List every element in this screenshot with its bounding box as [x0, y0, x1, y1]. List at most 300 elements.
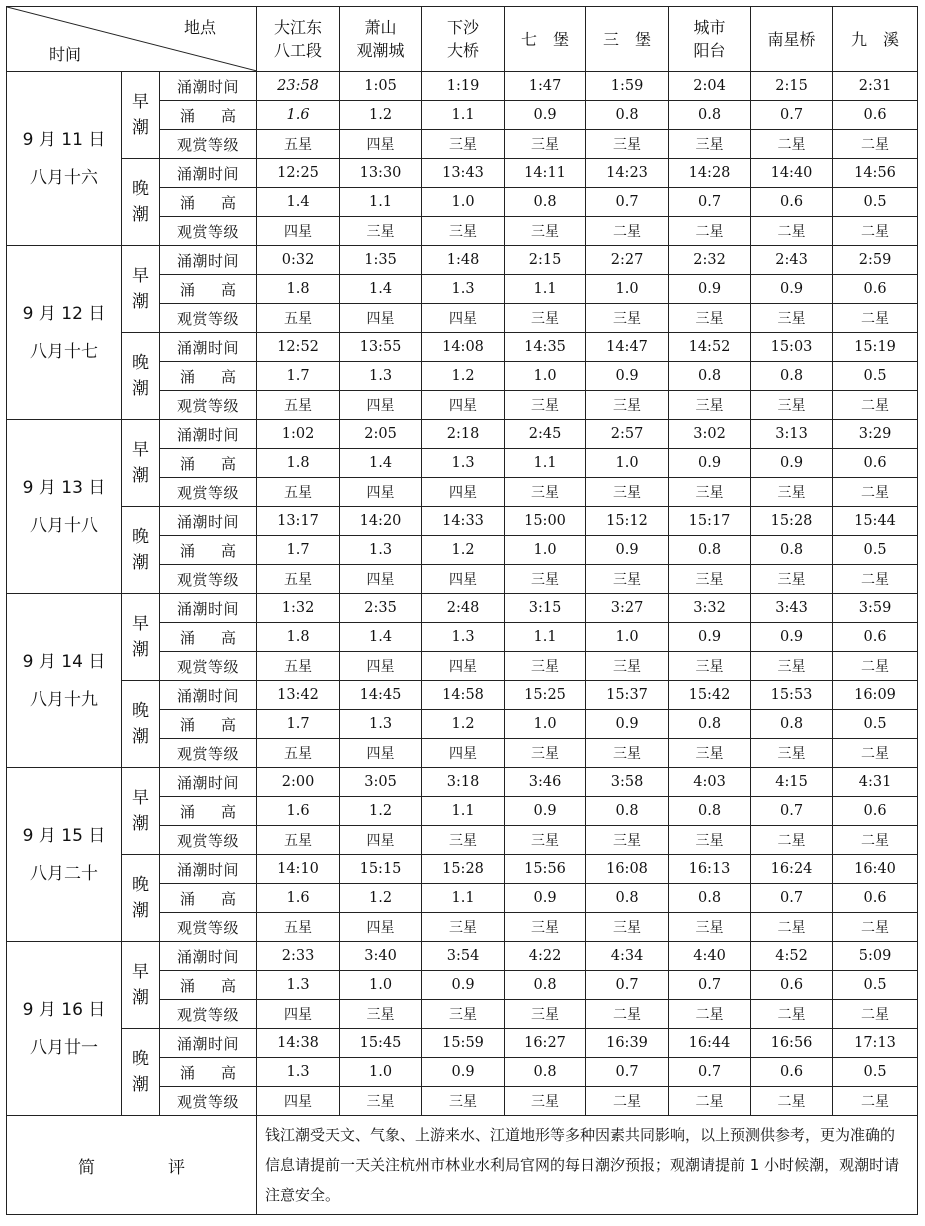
viewing-grade-cell: 三星: [505, 1087, 586, 1116]
viewing-grade-cell: 二星: [833, 304, 918, 333]
tide-time-cell: 13:43: [422, 159, 505, 188]
tide-height-cell: 1.6: [257, 884, 340, 913]
height-label-b: 高: [220, 193, 236, 212]
tide-height-cell: 1.0: [505, 710, 586, 739]
tide-time-cell: 1:05: [340, 72, 422, 101]
height-label-cell: [160, 623, 257, 652]
tide-time-cell: 16:27: [505, 1029, 586, 1058]
evening-tide-label-cell: [122, 681, 160, 768]
evening-tide-label-cell: [122, 333, 160, 420]
viewing-grade-cell: 三星: [340, 217, 422, 246]
tide-time-cell: 15:37: [586, 681, 669, 710]
header-row: [7, 7, 918, 72]
tide-height-cell: 0.8: [505, 1058, 586, 1087]
height-label-a: 涌: [180, 541, 196, 560]
viewing-grade-cell: 二星: [669, 217, 751, 246]
viewing-grade-cell: 五星: [257, 478, 340, 507]
viewing-grade-cell: 二星: [833, 1000, 918, 1029]
tide-height-cell: 0.9: [586, 536, 669, 565]
evening-tide-label-cell: [122, 507, 160, 594]
remarks-row: [7, 1116, 918, 1215]
viewing-grade-cell: 三星: [751, 739, 833, 768]
tide-height-cell: 1.1: [422, 884, 505, 913]
table-row: [7, 855, 918, 884]
viewing-grade-cell: 二星: [833, 826, 918, 855]
viewing-grade-cell: 四星: [422, 478, 505, 507]
table-row: [7, 420, 918, 449]
tide-height-cell: 0.9: [751, 623, 833, 652]
location-name: [422, 16, 504, 62]
date-cell: [7, 942, 122, 1116]
tide-height-cell: 1.2: [422, 362, 505, 391]
morning-tide-label-cell: [122, 768, 160, 855]
viewing-grade-cell: 三星: [505, 565, 586, 594]
viewing-grade-cell: 五星: [257, 913, 340, 942]
location-name: [340, 16, 421, 62]
location-name: [669, 16, 750, 62]
tide-time-cell: 14:28: [669, 159, 751, 188]
tide-time-cell: 1:48: [422, 246, 505, 275]
tide-time-cell: 4:03: [669, 768, 751, 797]
location-name-line: 萧山: [364, 18, 397, 37]
tide-time-cell: 2:05: [340, 420, 422, 449]
height-label-cell: [160, 1058, 257, 1087]
evening-tide-label-cell: [122, 1029, 160, 1116]
tide-time-cell: 4:40: [669, 942, 751, 971]
tide-height-cell: 1.8: [257, 275, 340, 304]
viewing-grade-cell: 三星: [505, 391, 586, 420]
tide-height-cell: 1.0: [505, 536, 586, 565]
time-label-cell: 涌潮时间: [160, 333, 257, 362]
date-label: 9 月 12 日: [22, 303, 106, 324]
tide-height-cell: 0.7: [751, 797, 833, 826]
tide-height-cell: 0.8: [669, 362, 751, 391]
tide-time-cell: 3:27: [586, 594, 669, 623]
tide-time-cell: 2:31: [833, 72, 918, 101]
tide-height-cell: 0.8: [669, 797, 751, 826]
viewing-grade-cell: 三星: [751, 565, 833, 594]
viewing-grade-cell: 二星: [669, 1000, 751, 1029]
tide-height-cell: 0.8: [669, 101, 751, 130]
tide-time-cell: 2:35: [340, 594, 422, 623]
time-label-cell: 涌潮时间: [160, 942, 257, 971]
tide-time-cell: 3:29: [833, 420, 918, 449]
time-label-cell: 涌潮时间: [160, 420, 257, 449]
height-label-a: 涌: [180, 193, 196, 212]
viewing-grade-cell: 二星: [751, 1087, 833, 1116]
location-header-cell: [505, 7, 586, 72]
tide-height-cell: 1.2: [340, 797, 422, 826]
tide-time-cell: 14:10: [257, 855, 340, 884]
tide-time-cell: 2:04: [669, 72, 751, 101]
location-name-line: 阳台: [693, 41, 726, 60]
tide-time-cell: 15:17: [669, 507, 751, 536]
tide-height-cell: 0.8: [505, 971, 586, 1000]
tide-time-cell: 3:05: [340, 768, 422, 797]
tide-time-cell: 16:09: [833, 681, 918, 710]
tide-time-cell: 14:52: [669, 333, 751, 362]
tide-height-cell: 1.1: [505, 623, 586, 652]
table-row: [7, 507, 918, 536]
tide-time-cell: 14:47: [586, 333, 669, 362]
morning-tide-label-cell: [122, 594, 160, 681]
tide-height-cell: 0.8: [669, 884, 751, 913]
location-name-line: 九 溪: [851, 29, 900, 49]
height-label-a: 涌: [180, 367, 196, 386]
viewing-grade-cell: 二星: [833, 739, 918, 768]
table-row: [7, 72, 918, 101]
location-name-line: 大桥: [447, 41, 480, 60]
tide-time-cell: 12:52: [257, 333, 340, 362]
tide-time-cell: 15:59: [422, 1029, 505, 1058]
tide-height-cell: 1.3: [422, 623, 505, 652]
viewing-grade-cell: 四星: [340, 739, 422, 768]
viewing-grade-cell: 四星: [257, 1000, 340, 1029]
tide-height-cell: 0.7: [586, 188, 669, 217]
date-cell: [7, 768, 122, 942]
table-row: [7, 768, 918, 797]
height-label-b: 高: [220, 715, 236, 734]
height-label-a: 涌: [180, 628, 196, 647]
table-row: [7, 333, 918, 362]
morning-tide-label-cell: [122, 942, 160, 1029]
tide-height-cell: 0.9: [505, 884, 586, 913]
viewing-grade-cell: 三星: [422, 130, 505, 159]
tide-height-cell: 0.8: [505, 188, 586, 217]
tide-time-cell: 3:46: [505, 768, 586, 797]
height-label-cell: [160, 275, 257, 304]
tide-label-char: 早: [132, 266, 149, 286]
viewing-grade-cell: 四星: [340, 652, 422, 681]
grade-label-cell: 观赏等级: [160, 652, 257, 681]
viewing-grade-cell: 二星: [586, 1087, 669, 1116]
tide-height-cell: 0.8: [586, 797, 669, 826]
tide-time-cell: 2:00: [257, 768, 340, 797]
viewing-grade-cell: 四星: [340, 826, 422, 855]
tide-height-cell: 1.3: [422, 275, 505, 304]
tide-height-cell: 0.6: [833, 884, 918, 913]
height-label-b: 高: [220, 802, 236, 821]
viewing-grade-cell: 四星: [257, 1087, 340, 1116]
table-row: [7, 1029, 918, 1058]
tide-time-cell: 1:47: [505, 72, 586, 101]
tide-time-cell: 14:58: [422, 681, 505, 710]
header-corner-cell: [7, 7, 257, 72]
grade-label-cell: 观赏等级: [160, 739, 257, 768]
tide-time-cell: 0:32: [257, 246, 340, 275]
height-label-cell: [160, 101, 257, 130]
tide-height-cell: 1.2: [340, 101, 422, 130]
tide-height-cell: 1.6: [257, 797, 340, 826]
time-label-cell: 涌潮时间: [160, 768, 257, 797]
grade-label-cell: 观赏等级: [160, 217, 257, 246]
tide-label-char: 潮: [132, 988, 149, 1008]
tide-time-cell: 2:59: [833, 246, 918, 275]
tide-height-cell: 0.9: [422, 1058, 505, 1087]
tide-height-cell: 0.9: [669, 449, 751, 478]
viewing-grade-cell: 三星: [422, 826, 505, 855]
tide-label-char: 潮: [132, 118, 149, 138]
viewing-grade-cell: 二星: [586, 1000, 669, 1029]
tide-label-char: 潮: [132, 814, 149, 834]
height-label-b: 高: [220, 1063, 236, 1082]
viewing-grade-cell: 四星: [340, 391, 422, 420]
tide-height-cell: 1.3: [340, 362, 422, 391]
remarks-label-a: 简: [78, 1157, 95, 1178]
height-label-b: 高: [220, 454, 236, 473]
lunar-date-label: 八月十八: [30, 515, 98, 536]
tide-height-cell: 0.8: [751, 710, 833, 739]
tide-time-cell: 15:12: [586, 507, 669, 536]
tide-time-cell: 4:22: [505, 942, 586, 971]
viewing-grade-cell: 三星: [751, 478, 833, 507]
tide-height-cell: 1.1: [422, 797, 505, 826]
tide-time-cell: 15:19: [833, 333, 918, 362]
viewing-grade-cell: 二星: [586, 217, 669, 246]
tide-height-cell: 1.7: [257, 710, 340, 739]
tide-time-cell: 2:32: [669, 246, 751, 275]
time-label-cell: 涌潮时间: [160, 594, 257, 623]
tide-height-cell: 0.7: [751, 884, 833, 913]
tide-time-cell: 3:02: [669, 420, 751, 449]
viewing-grade-cell: 二星: [833, 913, 918, 942]
viewing-grade-cell: 三星: [340, 1000, 422, 1029]
viewing-grade-cell: 二星: [751, 913, 833, 942]
height-label-cell: [160, 797, 257, 826]
tide-time-cell: 4:34: [586, 942, 669, 971]
tide-height-cell: 0.8: [586, 884, 669, 913]
viewing-grade-cell: 三星: [505, 913, 586, 942]
location-name-line: 大江东: [274, 18, 323, 37]
grade-label-cell: 观赏等级: [160, 1000, 257, 1029]
tide-time-cell: 4:52: [751, 942, 833, 971]
tide-label-char: 晚: [132, 1049, 149, 1069]
tide-time-cell: 16:56: [751, 1029, 833, 1058]
tide-height-cell: 0.7: [669, 188, 751, 217]
location-header-cell: [340, 7, 422, 72]
tide-time-cell: 16:40: [833, 855, 918, 884]
viewing-grade-cell: 三星: [669, 826, 751, 855]
morning-tide-label-cell: [122, 72, 160, 159]
tide-time-cell: 13:55: [340, 333, 422, 362]
tide-label-char: 潮: [132, 640, 149, 660]
tide-time-cell: 3:58: [586, 768, 669, 797]
viewing-grade-cell: 三星: [505, 652, 586, 681]
tide-time-cell: 16:39: [586, 1029, 669, 1058]
height-label-cell: [160, 971, 257, 1000]
viewing-grade-cell: 五星: [257, 130, 340, 159]
date-cell: [7, 72, 122, 246]
height-label-a: 涌: [180, 889, 196, 908]
grade-label-cell: 观赏等级: [160, 1087, 257, 1116]
height-label-a: 涌: [180, 1063, 196, 1082]
viewing-grade-cell: 三星: [669, 913, 751, 942]
tide-time-cell: 15:00: [505, 507, 586, 536]
tide-time-cell: 2:45: [505, 420, 586, 449]
tide-label-char: 早: [132, 440, 149, 460]
tide-label-char: 早: [132, 614, 149, 634]
viewing-grade-cell: 三星: [669, 565, 751, 594]
tide-time-cell: 15:25: [505, 681, 586, 710]
tide-time-cell: 14:40: [751, 159, 833, 188]
viewing-grade-cell: 二星: [751, 130, 833, 159]
time-label-cell: 涌潮时间: [160, 681, 257, 710]
tide-time-cell: 17:13: [833, 1029, 918, 1058]
tide-time-cell: 14:45: [340, 681, 422, 710]
viewing-grade-cell: 二星: [669, 1087, 751, 1116]
remarks-label-b: 评: [168, 1157, 185, 1178]
tide-height-cell: 0.8: [669, 536, 751, 565]
viewing-grade-cell: 三星: [586, 304, 669, 333]
tide-time-cell: 14:20: [340, 507, 422, 536]
viewing-grade-cell: 三星: [505, 1000, 586, 1029]
grade-label-cell: 观赏等级: [160, 826, 257, 855]
tide-height-cell: 0.6: [751, 188, 833, 217]
viewing-grade-cell: 三星: [340, 1087, 422, 1116]
table-row: [7, 159, 918, 188]
viewing-grade-cell: 三星: [422, 913, 505, 942]
location-header-cell: [833, 7, 918, 72]
viewing-grade-cell: 三星: [669, 130, 751, 159]
height-label-cell: [160, 710, 257, 739]
tide-height-cell: 0.6: [833, 623, 918, 652]
tide-height-cell: 1.4: [340, 449, 422, 478]
viewing-grade-cell: 五星: [257, 391, 340, 420]
height-label-a: 涌: [180, 106, 196, 125]
viewing-grade-cell: 四星: [340, 304, 422, 333]
viewing-grade-cell: 二星: [833, 391, 918, 420]
viewing-grade-cell: 二星: [833, 217, 918, 246]
viewing-grade-cell: 二星: [833, 478, 918, 507]
viewing-grade-cell: 五星: [257, 739, 340, 768]
tide-label-char: 早: [132, 962, 149, 982]
tide-time-cell: 14:08: [422, 333, 505, 362]
tide-time-cell: 13:42: [257, 681, 340, 710]
tide-height-cell: 1.3: [257, 1058, 340, 1087]
viewing-grade-cell: 三星: [505, 304, 586, 333]
date-label: 9 月 14 日: [22, 651, 106, 672]
viewing-grade-cell: 四星: [422, 304, 505, 333]
viewing-grade-cell: 二星: [751, 217, 833, 246]
tide-height-cell: 0.9: [669, 623, 751, 652]
tide-height-cell: 1.2: [422, 536, 505, 565]
tide-forecast-document: [6, 6, 917, 1215]
table-row: [7, 594, 918, 623]
tide-time-cell: 2:18: [422, 420, 505, 449]
tide-height-cell: 0.6: [833, 101, 918, 130]
tide-height-cell: 1.3: [340, 536, 422, 565]
tide-height-cell: 1.7: [257, 362, 340, 391]
location-name-line: 城市: [693, 18, 726, 37]
tide-time-cell: 13:30: [340, 159, 422, 188]
tide-time-cell: 15:15: [340, 855, 422, 884]
tide-height-cell: 0.5: [833, 362, 918, 391]
location-header-cell: [422, 7, 505, 72]
viewing-grade-cell: 三星: [751, 391, 833, 420]
date-cell: [7, 594, 122, 768]
header-time-label: 时间: [49, 45, 82, 64]
tide-label-char: 早: [132, 92, 149, 112]
viewing-grade-cell: 三星: [505, 826, 586, 855]
viewing-grade-cell: 三星: [751, 304, 833, 333]
tide-height-cell: 1.0: [340, 1058, 422, 1087]
date-label: 9 月 13 日: [22, 477, 106, 498]
evening-tide-label-cell: [122, 855, 160, 942]
grade-label-cell: 观赏等级: [160, 913, 257, 942]
tide-label-char: 晚: [132, 875, 149, 895]
viewing-grade-cell: 三星: [669, 739, 751, 768]
tide-height-cell: 1.3: [422, 449, 505, 478]
remarks-label-cell: [7, 1116, 257, 1215]
tide-time-cell: 15:44: [833, 507, 918, 536]
tide-time-cell: 16:08: [586, 855, 669, 884]
height-label-cell: [160, 188, 257, 217]
tide-height-cell: 1.0: [505, 362, 586, 391]
tide-height-cell: 0.9: [586, 362, 669, 391]
tide-label-char: 晚: [132, 701, 149, 721]
tide-time-cell: 1:19: [422, 72, 505, 101]
tide-height-cell: 0.6: [833, 797, 918, 826]
grade-label-cell: 观赏等级: [160, 478, 257, 507]
tide-time-cell: 3:18: [422, 768, 505, 797]
viewing-grade-cell: 二星: [833, 1087, 918, 1116]
morning-tide-label-cell: [122, 420, 160, 507]
tide-height-cell: 1.8: [257, 449, 340, 478]
tide-height-cell: 1.4: [340, 623, 422, 652]
tide-label-char: 潮: [132, 205, 149, 225]
viewing-grade-cell: 四星: [422, 565, 505, 594]
tide-time-cell: 3:43: [751, 594, 833, 623]
location-name-line: 南星桥: [767, 29, 816, 49]
morning-tide-label-cell: [122, 246, 160, 333]
tide-time-cell: 13:17: [257, 507, 340, 536]
lunar-date-label: 八月廿一: [30, 1037, 98, 1058]
tide-height-cell: 0.5: [833, 1058, 918, 1087]
tide-time-cell: 1:02: [257, 420, 340, 449]
tide-height-cell: 1.0: [586, 275, 669, 304]
viewing-grade-cell: 三星: [586, 739, 669, 768]
tide-time-cell: 2:57: [586, 420, 669, 449]
tide-label-char: 潮: [132, 466, 149, 486]
tide-time-cell: 1:59: [586, 72, 669, 101]
tide-time-cell: 15:56: [505, 855, 586, 884]
date-label: 9 月 11 日: [22, 129, 106, 150]
table-row: [7, 246, 918, 275]
tide-time-cell: 14:23: [586, 159, 669, 188]
tide-time-cell: 15:42: [669, 681, 751, 710]
location-name: [257, 16, 339, 62]
location-name: [751, 28, 832, 51]
height-label-a: 涌: [180, 715, 196, 734]
location-name-line: 观潮城: [356, 41, 405, 60]
time-label-cell: 涌潮时间: [160, 159, 257, 188]
viewing-grade-cell: 三星: [669, 478, 751, 507]
diagonal-divider: [7, 7, 257, 71]
tide-time-cell: 2:15: [751, 72, 833, 101]
viewing-grade-cell: 四星: [340, 565, 422, 594]
location-name-line: 下沙: [447, 18, 480, 37]
viewing-grade-cell: 三星: [422, 1000, 505, 1029]
height-label-b: 高: [220, 889, 236, 908]
location-name: [833, 28, 917, 51]
tide-time-cell: 1:35: [340, 246, 422, 275]
tide-time-cell: 14:33: [422, 507, 505, 536]
tide-height-cell: 1.1: [422, 101, 505, 130]
remarks-text: 钱江潮受天文、气象、上游来水、江道地形等多种因素共同影响，以上预测供参考，更为准确的信息请提前一天关注杭州市林业水利局官网的每日潮汐预报；观潮请提前 1 小时候潮，观潮时请注意安全。: [257, 1116, 918, 1215]
tide-height-cell: 0.5: [833, 188, 918, 217]
tide-label-char: 潮: [132, 292, 149, 312]
tide-height-cell: 1.6: [257, 101, 340, 130]
